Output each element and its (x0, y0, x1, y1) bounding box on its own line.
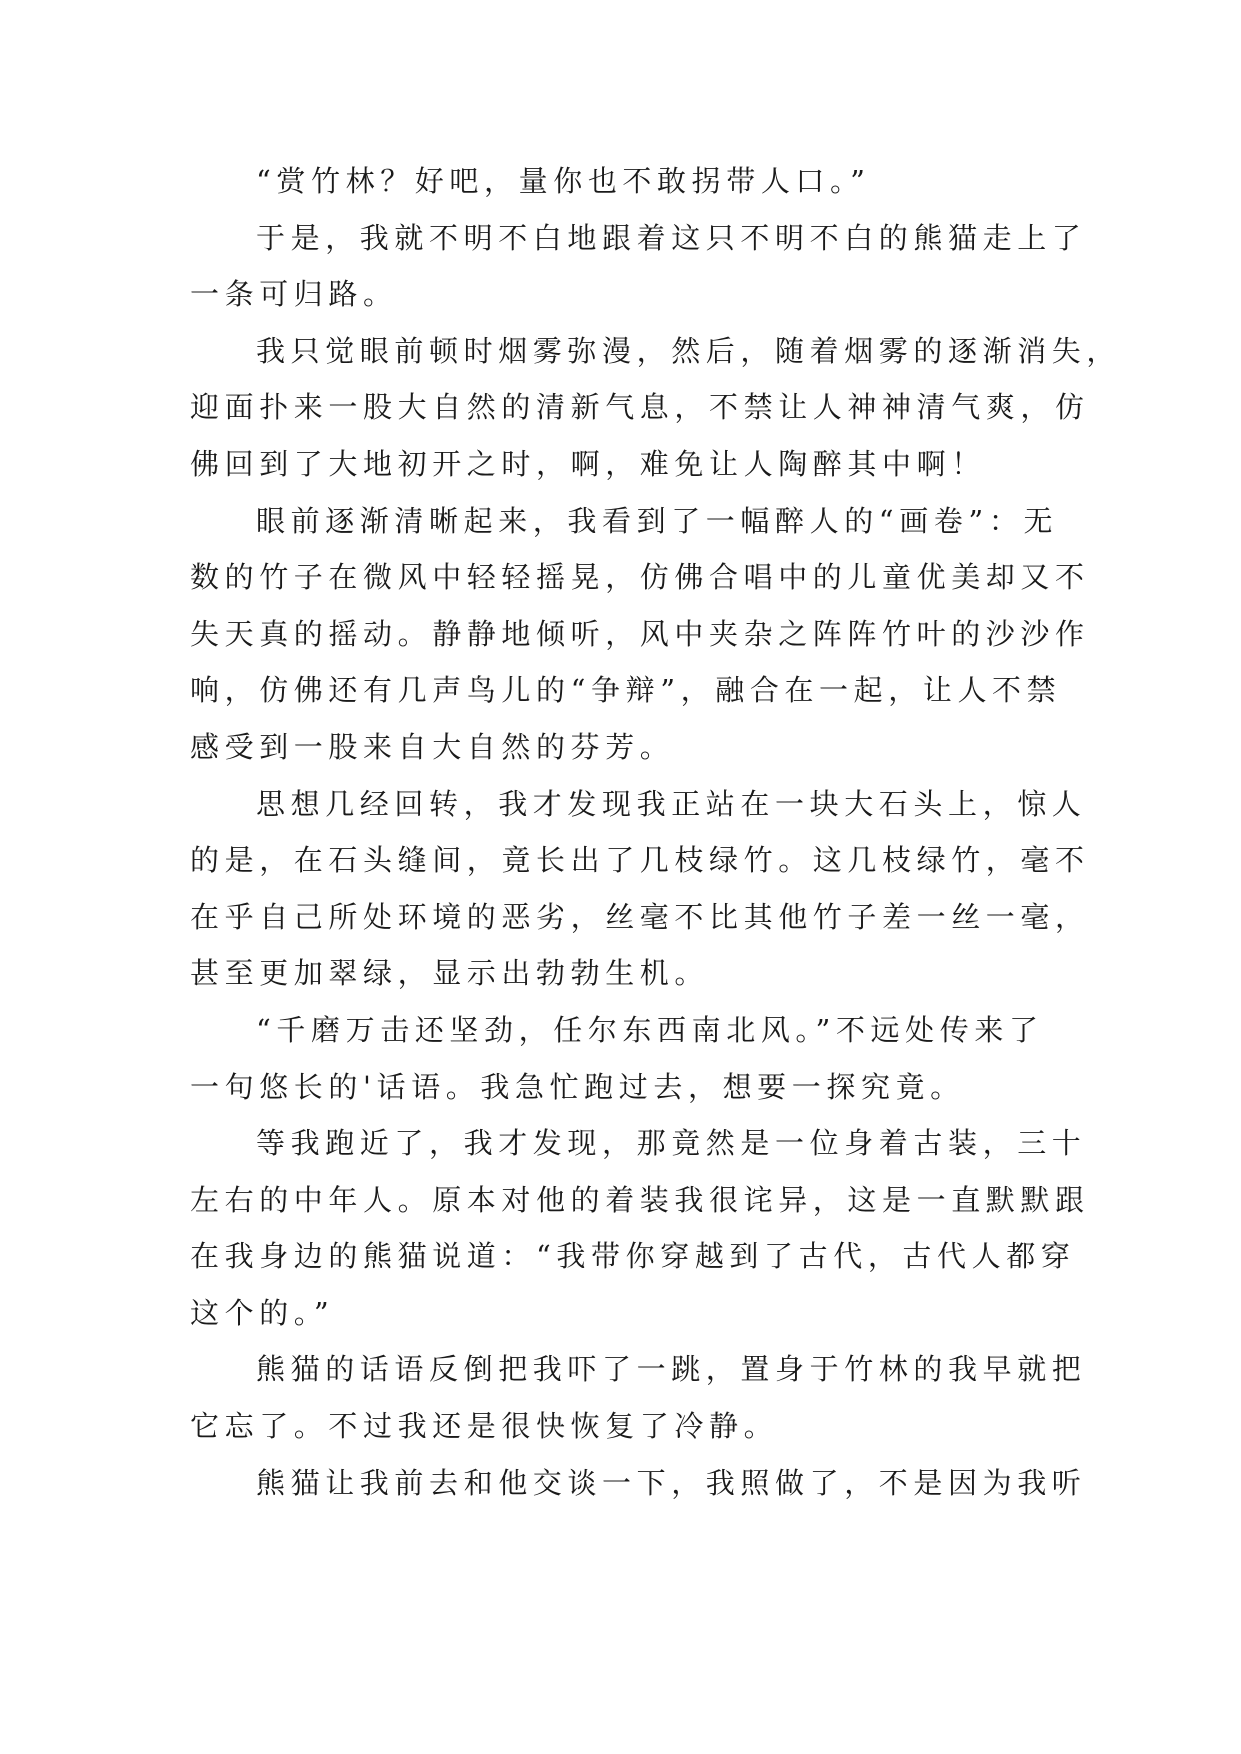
paragraph-line: 熊猫的话语反倒把我吓了一跳，置身于竹林的我早就把 (256, 1352, 1087, 1387)
paragraph-line: 响，仿佛还有几声鸟儿的“争辩”，融合在一起，让人不禁 (190, 673, 1062, 708)
paragraph-line: “千磨万击还坚劲，任尔东西南北风。”不远处传来了 (256, 1012, 1044, 1047)
paragraph-line: 的是，在石头缝间，竟长出了几枝绿竹。这几枝绿竹，毫不 (190, 843, 1090, 878)
paragraph-line: 一句悠长的'话语。我急忙跑过去，想要一探究竟。 (190, 1069, 965, 1104)
paragraph-line: 左右的中年人。原本对他的着装我很诧异，这是一直默默跟 (190, 1182, 1090, 1217)
paragraph-line: 它忘了。不过我还是很快恢复了冷静。 (190, 1409, 779, 1444)
paragraph-line: 我只觉眼前顿时烟雾弥漫，然后，随着烟雾的逐渐消失， (256, 333, 1122, 368)
paragraph-line: “赏竹林？好吧，量你也不敢拐带人口。” (256, 164, 871, 198)
paragraph-line: 于是，我就不明不白地跟着这只不明不白的熊猫走上了 (256, 220, 1087, 255)
paragraph-line: 一条可归路。 (190, 277, 398, 312)
paragraph-line: 思想几经回转，我才发现我正站在一块大石头上，惊人 (256, 786, 1087, 821)
document-body (190, 153, 1122, 1511)
paragraph-line: 等我跑近了，我才发现，那竟然是一位身着古装，三十 (256, 1126, 1087, 1161)
paragraph-line: 迎面扑来一股大自然的清新气息，不禁让人神神清气爽，仿 (190, 390, 1090, 425)
paragraph-line: 在我身边的熊猫说道：“我带你穿越到了古代，古代人都穿 (190, 1239, 1076, 1274)
paragraph-line: 这个的。” (190, 1295, 335, 1330)
paragraph-line: 甚至更加翠绿，显示出勃勃生机。 (190, 956, 710, 991)
paragraph-line: 感受到一股来自大自然的芬芳。 (190, 729, 675, 764)
paragraph-line: 失天真的摇动。静静地倾听，风中夹杂之阵阵竹叶的沙沙作 (190, 616, 1090, 651)
paragraph-line: 数的竹子在微风中轻轻摇晃，仿佛合唱中的儿童优美却又不 (190, 560, 1090, 595)
paragraph-line: 眼前逐渐清晰起来，我看到了一幅醉人的“画卷”：无 (256, 503, 1059, 538)
paragraph-line: 佛回到了大地初开之时，啊，难免让人陶醉其中啊！ (190, 446, 986, 481)
paragraph-line: 在乎自己所处环境的恶劣，丝毫不比其他竹子差一丝一毫， (190, 899, 1090, 934)
paragraph-line: 熊猫让我前去和他交谈一下，我照做了，不是因为我听 (256, 1465, 1087, 1500)
